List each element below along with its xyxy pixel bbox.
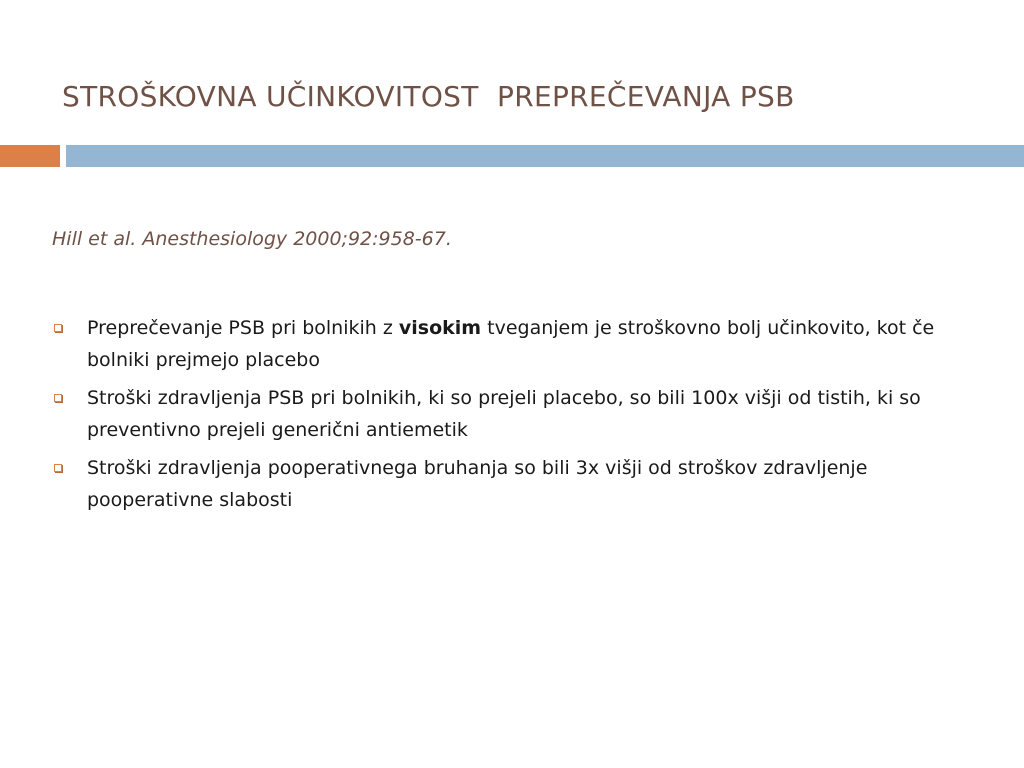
bullet-text-1-post: tveganjem je stroškovno bolj učinkovito, kot če bolniki prejmejo placebo xyxy=(87,317,935,371)
citation: Hill et al. Anesthesiology 2000;92:958-67. xyxy=(52,228,452,250)
square-bullet-icon xyxy=(54,394,62,402)
title-accent-bar-orange xyxy=(0,145,60,167)
slide-title: STROŠKOVNA UČINKOVITOST PREPREČEVANJA PSB xyxy=(62,80,795,113)
bullet-list xyxy=(54,312,954,522)
bullet-text-1-bold: visokim xyxy=(398,317,482,339)
bullet-item-1 xyxy=(54,312,954,376)
square-bullet-icon xyxy=(54,324,62,332)
bullet-text-2: Stroški zdravljenja PSB pri bolnikih, ki so prejeli placebo, so bili 100x višji od tistih, ki so preventivno prejeli generični antiemetik xyxy=(87,387,921,441)
bullet-text-3: Stroški zdravljenja pooperativnega bruhanja so bili 3x višji od stroškov zdravljenje pooperativne slabosti xyxy=(87,457,868,511)
title-accent-bar-blue xyxy=(66,145,1024,167)
bullet-item-2 xyxy=(54,382,954,446)
bullet-text-1-pre: Preprečevanje PSB pri bolnikih z xyxy=(87,317,399,339)
bullet-item-3 xyxy=(54,452,954,516)
square-bullet-icon xyxy=(54,464,62,472)
